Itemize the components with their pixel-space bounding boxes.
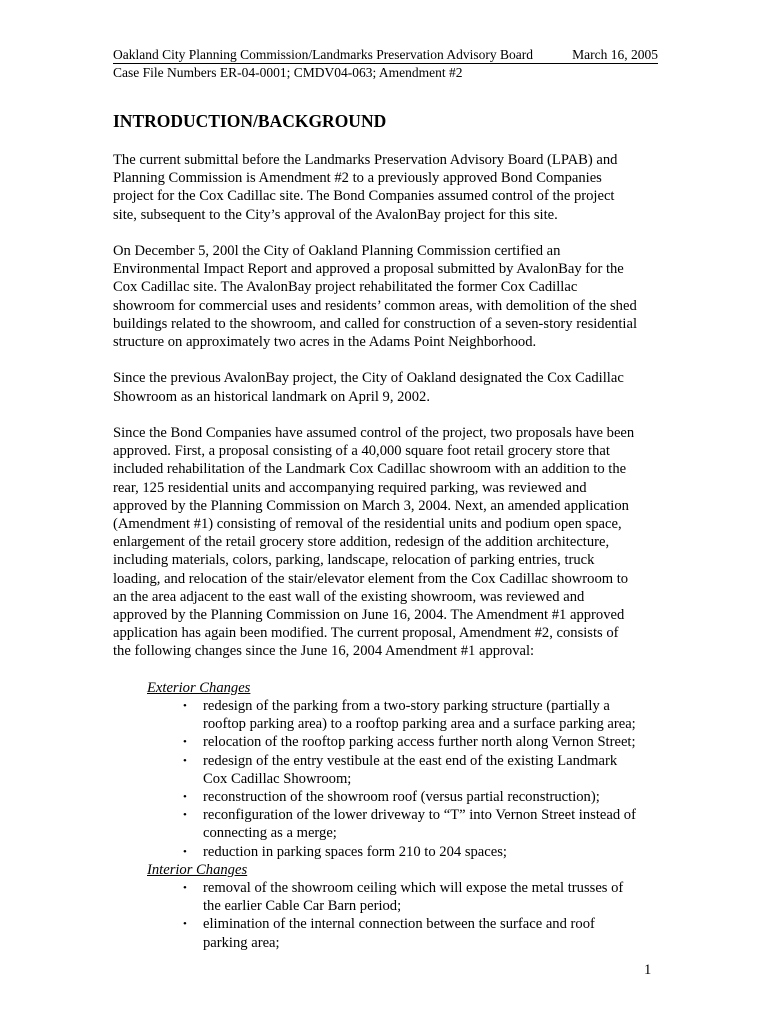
text-line: the earlier Cable Car Barn period; xyxy=(203,898,402,915)
text-line: elimination of the internal connection between the surface and roof xyxy=(203,916,595,933)
text-line: including materials, colors, parking, landscape, relocation of parking entries, truck xyxy=(113,552,595,569)
text-line: included rehabilitation of the Landmark Cox Cadillac showroom with an addition to the xyxy=(113,461,627,478)
header-date: March 16, 2005 xyxy=(572,47,658,62)
list-item xyxy=(113,879,658,915)
text-line: Since the previous AvalonBay project, the City of Oakland designated the Cox Cadillac xyxy=(113,370,624,387)
header-organization: Oakland City Planning Commission/Landmarks Preservation Advisory Board xyxy=(113,47,533,62)
list-item xyxy=(113,915,658,951)
text-line: approved by the Planning Commission on June 16, 2004. The Amendment #1 approved xyxy=(113,607,625,624)
bullet-icon: • xyxy=(183,882,187,895)
bullet-icon: • xyxy=(183,754,187,767)
text-line: redesign of the parking from a two-story parking structure (partially a xyxy=(203,698,610,715)
text-line: Planning Commission is Amendment #2 to a previously approved Bond Companies xyxy=(113,170,602,187)
text-line: approved. First, a proposal consisting of a 40,000 square foot retail grocery store that xyxy=(113,443,610,460)
text-line: buildings related to the showroom, and called for construction of a seven-story residential xyxy=(113,315,638,332)
text-line: application has again been modified. The current proposal, Amendment #2, consists of xyxy=(113,625,619,642)
text-line: On December 5, 200l the City of Oakland Planning Commission certified an xyxy=(113,243,561,259)
paragraph-4 xyxy=(113,424,658,661)
text-line: Since the Bond Companies have assumed control of the project, two proposals have been xyxy=(113,425,635,441)
paragraph-1 xyxy=(113,151,658,224)
list-item xyxy=(113,733,658,751)
bullet-icon: • xyxy=(183,700,187,713)
bullet-icon: • xyxy=(183,791,187,804)
page-header xyxy=(113,46,658,81)
list-item xyxy=(113,697,658,733)
text-line: loading, and relocation of the stair/elevator element from the Cox Cadillac showroom to xyxy=(113,570,629,587)
header-case-numbers: Case File Numbers ER-04-0001; CMDV04-063; Amendment #2 xyxy=(113,65,463,80)
text-line: an the area adjacent to the east wall of the existing showroom, was reviewed and xyxy=(113,588,585,605)
text-line: connecting as a merge; xyxy=(203,825,337,842)
text-line: rooftop parking area) to a rooftop parking area and a surface parking area; xyxy=(203,716,636,733)
list-item xyxy=(113,806,658,842)
text-line: removal of the showroom ceiling which will expose the metal trusses of xyxy=(203,880,624,897)
exterior-changes-list xyxy=(113,697,658,861)
text-line: site, subsequent to the City’s approval of the AvalonBay project for this site. xyxy=(113,206,558,223)
text-line: parking area; xyxy=(203,934,280,951)
text-line: Showroom as an historical landmark on April 9, 2002. xyxy=(113,388,430,405)
bullet-icon: • xyxy=(183,845,187,858)
text-line: reconstruction of the showroom roof (versus partial reconstruction); xyxy=(203,789,600,806)
header-top-row xyxy=(113,46,658,64)
paragraph-3 xyxy=(113,369,658,405)
bullet-icon: • xyxy=(183,809,187,822)
text-line: (Amendment #1) consisting of removal of the residential units and podium open space, xyxy=(113,516,622,533)
text-line: reconfiguration of the lower driveway to “T” into Vernon Street instead of xyxy=(203,807,636,824)
document-body xyxy=(113,151,658,952)
text-line: Environmental Impact Report and approved a proposal submitted by AvalonBay for the xyxy=(113,261,624,278)
interior-changes-list xyxy=(113,879,658,952)
text-line: Cox Cadillac site. The AvalonBay project rehabilitated the former Cox Cadillac xyxy=(113,279,578,296)
text-line: The current submittal before the Landmarks Preservation Advisory Board (LPAB) and xyxy=(113,152,618,168)
text-line: enlargement of the retail grocery store addition, redesign of the addition architecture, xyxy=(113,534,610,551)
text-line: Cox Cadillac Showroom; xyxy=(203,770,352,787)
text-line: showroom for commercial uses and residents’ common areas, with demolition of the shed xyxy=(113,297,637,314)
paragraph-2 xyxy=(113,242,658,351)
page-number: 1 xyxy=(644,962,652,978)
text-line: rear, 125 residential units and accompanying required parking, was reviewed and xyxy=(113,479,587,496)
text-line: the following changes since the June 16, 2004 Amendment #1 approval: xyxy=(113,643,535,660)
text-line: redesign of the entry vestibule at the east end of the existing Landmark xyxy=(203,752,618,769)
text-line: project for the Cox Cadillac site. The Bond Companies assumed control of the project xyxy=(113,188,615,205)
interior-changes-heading: Interior Changes xyxy=(147,861,248,878)
bullet-icon: • xyxy=(183,736,187,749)
text-line: reduction in parking spaces form 210 to 204 spaces; xyxy=(203,843,507,860)
text-line: structure on approximately two acres in the Adams Point Neighborhood. xyxy=(113,334,537,351)
list-item xyxy=(113,752,658,788)
list-item xyxy=(113,843,658,861)
section-title: INTRODUCTION/BACKGROUND xyxy=(113,111,387,131)
list-item xyxy=(113,788,658,806)
exterior-changes-heading: Exterior Changes xyxy=(147,679,251,696)
text-line: relocation of the rooftop parking access further north along Vernon Street; xyxy=(203,734,636,751)
bullet-icon: • xyxy=(183,918,187,931)
text-line: approved by the Planning Commission on March 3, 2004. Next, an amended application xyxy=(113,497,629,514)
